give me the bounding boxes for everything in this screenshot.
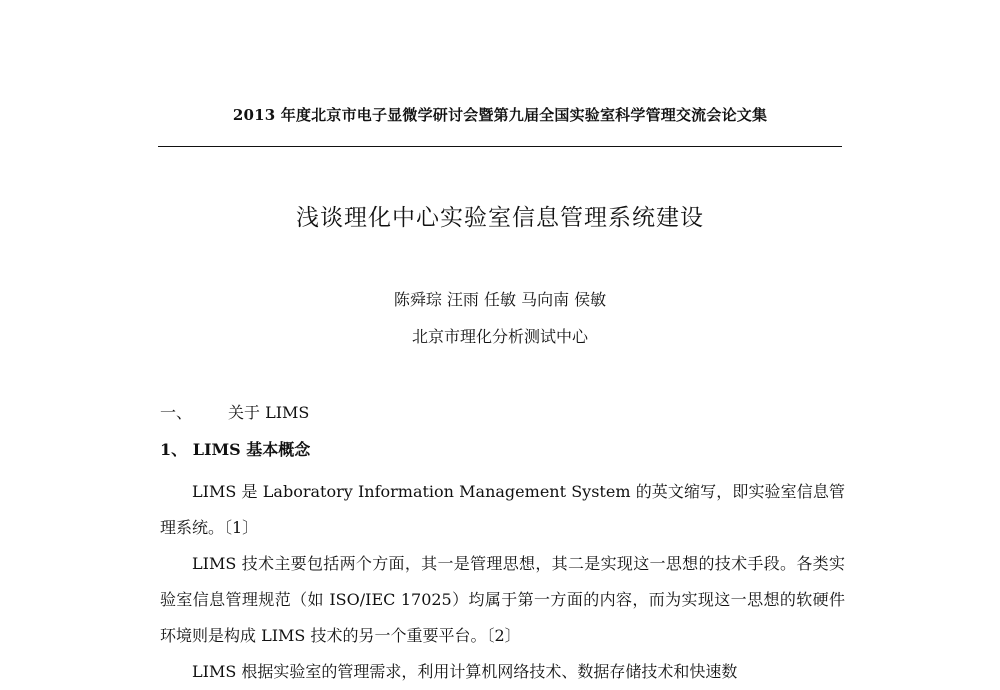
subsection-heading: 1、 LIMS 基本概念 — [160, 440, 311, 459]
paragraph: LIMS 根据实验室的管理需求，利用计算机网络技术、数据存储技术和快速数 — [192, 662, 738, 681]
running-header: 2013 年度北京市电子显微学研讨会暨第九届全国实验室科学管理交流会论文集 — [232, 106, 768, 124]
paragraph: LIMS 是 Laboratory Information Management System 的英文缩写，即实验室信息管理系统。〔1〕 — [160, 482, 845, 537]
header-divider — [158, 146, 842, 147]
section-title: 关于 LIMS — [228, 403, 310, 422]
article-title: 浅谈理化中心实验室信息管理系统建设 — [296, 205, 704, 231]
section-number: 一、 — [160, 403, 193, 422]
body-text — [160, 474, 845, 690]
paragraph: LIMS 技术主要包括两个方面，其一是管理思想，其二是实现这一思想的技术手段。各类实验室信息管理规范（如 ISO/IEC 17025）均属于第一方面的内容，而为实现这一思想的软硬件环境则是构成 LIMS 技术的另一个重要平台。〔2〕 — [160, 554, 845, 645]
author-list: 陈舜琮 汪雨 任敏 马向南 侯敏 — [393, 290, 607, 309]
section-heading — [160, 400, 309, 423]
affiliation: 北京市理化分析测试中心 — [411, 327, 588, 346]
